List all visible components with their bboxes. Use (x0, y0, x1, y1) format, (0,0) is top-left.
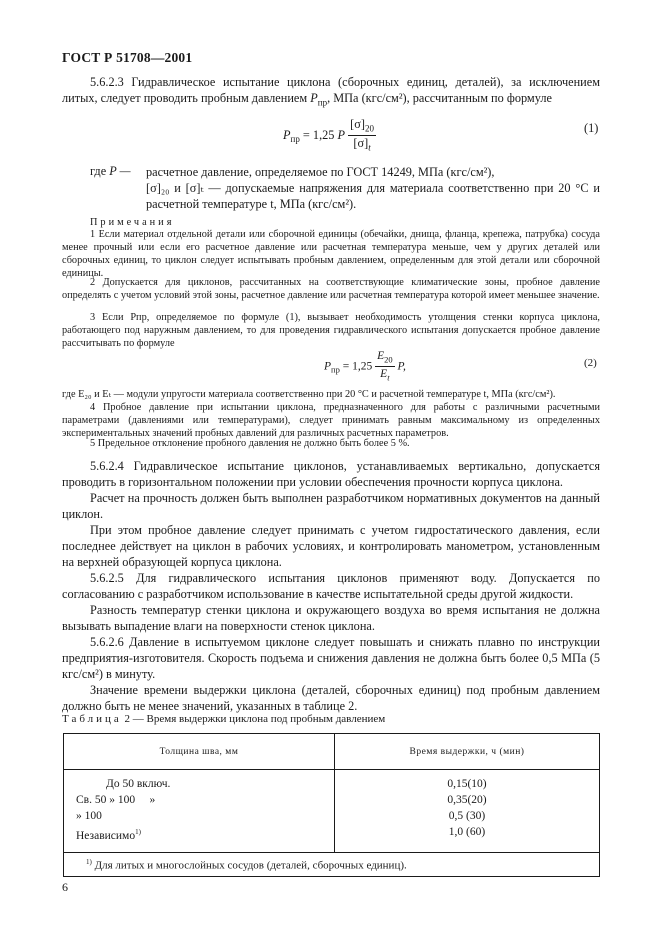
where-label (90, 164, 131, 179)
paragraph-5625a: 5.6.2.5 Для гидравлического испытания циклонов применяют воду. Допускается по согласованию с разработчиком использование в качестве испытательной среды другой жидкости. (62, 571, 600, 601)
formula-2-number: (2) (584, 357, 597, 369)
formula-1-lhs: P (283, 127, 291, 142)
formula-2-lhs-sub: пр (331, 364, 340, 375)
formula-2-fraction (375, 349, 395, 385)
table-body-row (64, 770, 600, 853)
table-cell-thickness-4-sup: 1) (135, 828, 141, 836)
formula-2-tail: P, (397, 360, 406, 373)
notes-title: Примечания (90, 217, 175, 228)
note-5: 5 Предельное отклонение пробного давления не должно быть более 5 %. (90, 438, 410, 449)
table-col-time (335, 770, 600, 853)
table-cell-thickness-2: Св. 50 » 100 » (76, 794, 156, 806)
table-footnote-mark: 1) (86, 857, 92, 866)
formula-1-fraction (348, 117, 376, 155)
formula-2-den: E (380, 368, 388, 381)
table-caption-label: Таблица (62, 713, 122, 725)
paragraph-5623 (62, 74, 600, 110)
note-1: 1 Если материал отдельной детали или сборочной единицы (обечайки, днища, фланца, крепежа, патрубка) сосуда менее прочный или если его расчетное давление или расчетная температура меньше, чем у других деталей или сборочных единиц, то циклон следует испытывать пробным давлением, определенным для этой детали или сборочной единицы. (62, 229, 600, 279)
paragraph-5626b: Значение времени выдержки циклона (деталей, сборочных единиц) под пробным давлением должно быть не менее значений, указанных в таблице 2. (62, 683, 600, 713)
formula-1-num-sub: 20 (364, 123, 374, 134)
paragraph-5624b: Расчет на прочность должен быть выполнен разработчиком нормативных документов на данный циклон. (62, 491, 600, 521)
formula-2-num: E (377, 350, 385, 362)
where-sigma-text: [σ]₂₀ и [σ]ₜ — допускаемые напряжения для материала соответственно при 20 °С и расчетной температуре t, МПа (кгс/см²). (146, 181, 600, 211)
table-cell-thickness-4 (72, 824, 326, 844)
where-p-text: расчетное давление, определяемое по ГОСТ 14249, МПа (кгс/см²), (146, 165, 495, 179)
paragraph-5624a: 5.6.2.4 Гидравлическое испытание циклонов, устанавливаемых вертикально, допускается проводить в горизонтальном положении при условии обеспечения прочности корпуса циклона. (62, 459, 600, 489)
where-word: где (90, 164, 107, 178)
table-footnote-text: Для литых и многослойных сосудов (деталей, сборочных единиц). (94, 859, 407, 872)
formula-1-p: P (337, 127, 346, 142)
formula-2-eq: = 1,25 (342, 360, 373, 373)
formula-1 (283, 117, 376, 155)
note-4: 4 Пробное давление при испытании циклона, предназначенного для работы с различными расчетными параметрами (давлениями или температурами), следует принимать равным максимальному из определенных экспериментальных значений пробных давлений для различных расчетных параметров. (62, 402, 600, 439)
formula-2-lhs: P (324, 360, 332, 373)
table-header-row (64, 734, 600, 770)
paragraph-5624c: При этом пробное давление следует принимать с учетом гидростатического давления, если последнее действует на циклон в рабочих условиях, и контролировать манометром, установленным на верхней образующей корпуса циклона. (62, 523, 600, 569)
formula-1-lhs-sub: пр (290, 134, 300, 145)
table-cell-thickness-3: » 100 (76, 810, 102, 822)
table-cell-thickness-4-text: Независимо (76, 829, 136, 842)
page-number: 6 (62, 880, 68, 894)
table-caption (62, 713, 385, 725)
where-p-symbol: P — (109, 164, 131, 178)
table-cell-time-3: 0,5 (30) (448, 810, 486, 822)
table-caption-text: 2 — Время выдержки циклона под пробным давлением (124, 713, 386, 725)
paragraph-5625b: Разность температур стенки циклона и окружающего воздуха во время испытания не должна вызывать выпадение влаги на поверхности стенок циклона. (62, 603, 600, 633)
symbol-p-sub: пр (317, 97, 328, 108)
formula-2-num-sub: 20 (384, 354, 393, 365)
table-footnote-row (64, 852, 600, 876)
paragraph-5623-tail: , МПа (кгс/см²), рассчитанным по формуле (327, 91, 552, 105)
symbol-p: P (310, 91, 318, 105)
formula-1-number: (1) (584, 121, 599, 135)
table-footnote (64, 852, 600, 876)
table-header-thickness: Толщина шва, мм (64, 734, 335, 770)
table-cell-time-4: 1,0 (60) (448, 826, 486, 838)
table-cell-time-2: 0,35(20) (447, 794, 487, 806)
paragraph-5623-text: 5.6.2.3 Гидравлическое испытание циклона (сборочных единиц, деталей), за исключением литых, следует проводить пробным давлением (62, 75, 600, 105)
formula-1-num: [σ] (350, 117, 365, 131)
formula-1-eq: = 1,25 (302, 127, 335, 142)
table-cell-time-1: 0,15(10) (447, 778, 487, 790)
note-3: 3 Если Pпр, определяемое по формуле (1), вызывает необходимость утолщения стенки корпуса циклона, работающего под наружным давлением, то для проведения гидравлического испытания допускается пробное давление рассчитывать по формуле (62, 312, 600, 349)
formula-1-den: [σ] (353, 136, 369, 151)
document-header: ГОСТ Р 51708—2001 (62, 50, 193, 65)
formula-1-den-sub: t (368, 142, 371, 153)
table-col-thickness (64, 770, 335, 853)
formula-2 (324, 349, 406, 385)
note-2: 2 Допускается для циклонов, рассчитанных на соответствующие климатические зоны, пробное давление определять с учетом условий этой зоны, расчетное давление или расчетная температура которой имеет меньшее значение. (62, 277, 600, 301)
formula-2-den-sub: t (387, 372, 390, 383)
where-2: где E₂₀ и Eₜ — модули упругости материала соответственно при 20 °С и расчетной температуре t, МПа (кгс/см²). (62, 389, 556, 400)
table-2 (63, 733, 600, 877)
table-cell-thickness-1: До 50 включ. (106, 778, 171, 790)
paragraph-5626a: 5.6.2.6 Давление в испытуемом циклоне следует повышать и снижать плавно по инструкции предприятия-изготовителя. Скорость подъема и снижения давления не должна быть более 0,5 МПа (5 кгс/см²) в минуту. (62, 635, 600, 681)
table-header-time: Время выдержки, ч (мин) (335, 734, 600, 770)
